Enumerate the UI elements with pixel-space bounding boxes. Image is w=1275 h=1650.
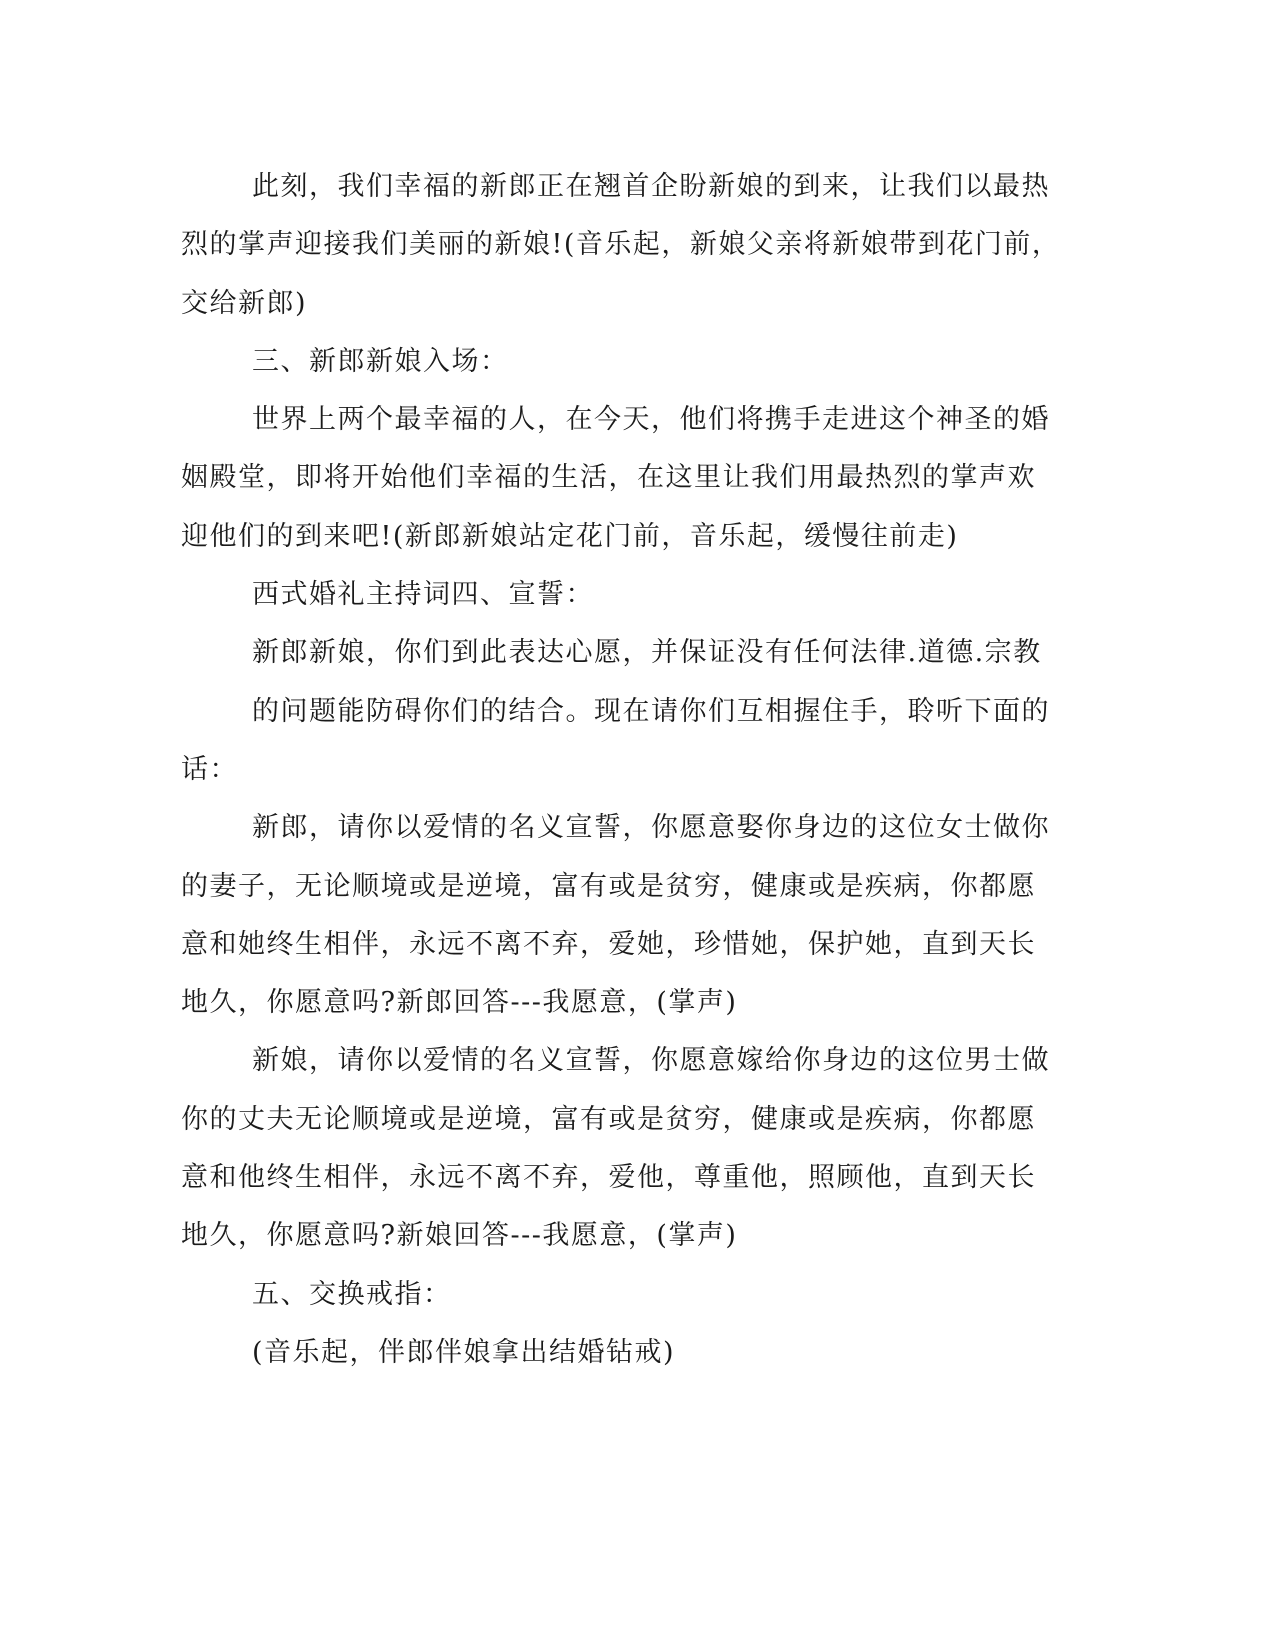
paragraph-line: 新郎，请你以爱情的名义宣誓，你愿意娶你身边的这位女士做你 <box>252 812 1050 844</box>
paragraph-line: 意和他终生相伴，永远不离不弃，爱他，尊重他，照顾他，直到天长 <box>181 1162 1036 1194</box>
paragraph-line: 新郎新娘，你们到此表达心愿，并保证没有任何法律.道德.宗教 <box>252 637 1042 669</box>
paragraph-line: 新娘，请你以爱情的名义宣誓，你愿意嫁给你身边的这位男士做 <box>252 1045 1050 1077</box>
paragraph-line: 的妻子，无论顺境或是逆境，富有或是贫穷，健康或是疾病，你都愿 <box>181 870 1036 902</box>
paragraph-line: 此刻，我们幸福的新郎正在翘首企盼新娘的到来，让我们以最热 <box>252 171 1050 202</box>
paragraph-line: 烈的掌声迎接我们美丽的新娘!(音乐起，新娘父亲将新娘带到花门前， <box>181 229 1061 261</box>
paragraph-line: 世界上两个最幸福的人，在今天，他们将携手走进这个神圣的婚 <box>252 404 1050 436</box>
paragraph-line: (音乐起，伴郎伴娘拿出结婚钻戒) <box>252 1336 676 1368</box>
paragraph-line: 地久，你愿意吗?新娘回答---我愿意，(掌声) <box>181 1220 738 1252</box>
paragraph-line: 话： <box>181 753 238 785</box>
paragraph-line: 交给新郎) <box>181 287 308 319</box>
section-heading: 西式婚礼主持词四、宣誓： <box>252 579 594 611</box>
paragraph-line: 你的丈夫无论顺境或是逆境，富有或是贫穷，健康或是疾病，你都愿 <box>181 1103 1036 1135</box>
paragraph-line: 姻殿堂，即将开始他们幸福的生活，在这里让我们用最热烈的掌声欢 <box>181 462 1036 494</box>
paragraph-line: 地久，你愿意吗?新郎回答---我愿意，(掌声) <box>181 987 738 1019</box>
paragraph-line: 的问题能防碍你们的结合。现在请你们互相握住手，聆听下面的 <box>252 695 1050 727</box>
section-heading: 五、交换戒指： <box>252 1278 452 1310</box>
section-heading: 三、新郎新娘入场： <box>252 345 509 377</box>
document-body <box>181 158 1061 1382</box>
paragraph-line: 迎他们的到来吧!(新郎新娘站定花门前，音乐起，缓慢往前走) <box>181 520 959 552</box>
paragraph-line: 意和她终生相伴，永远不离不弃，爱她，珍惜她，保护她，直到天长 <box>181 928 1036 960</box>
